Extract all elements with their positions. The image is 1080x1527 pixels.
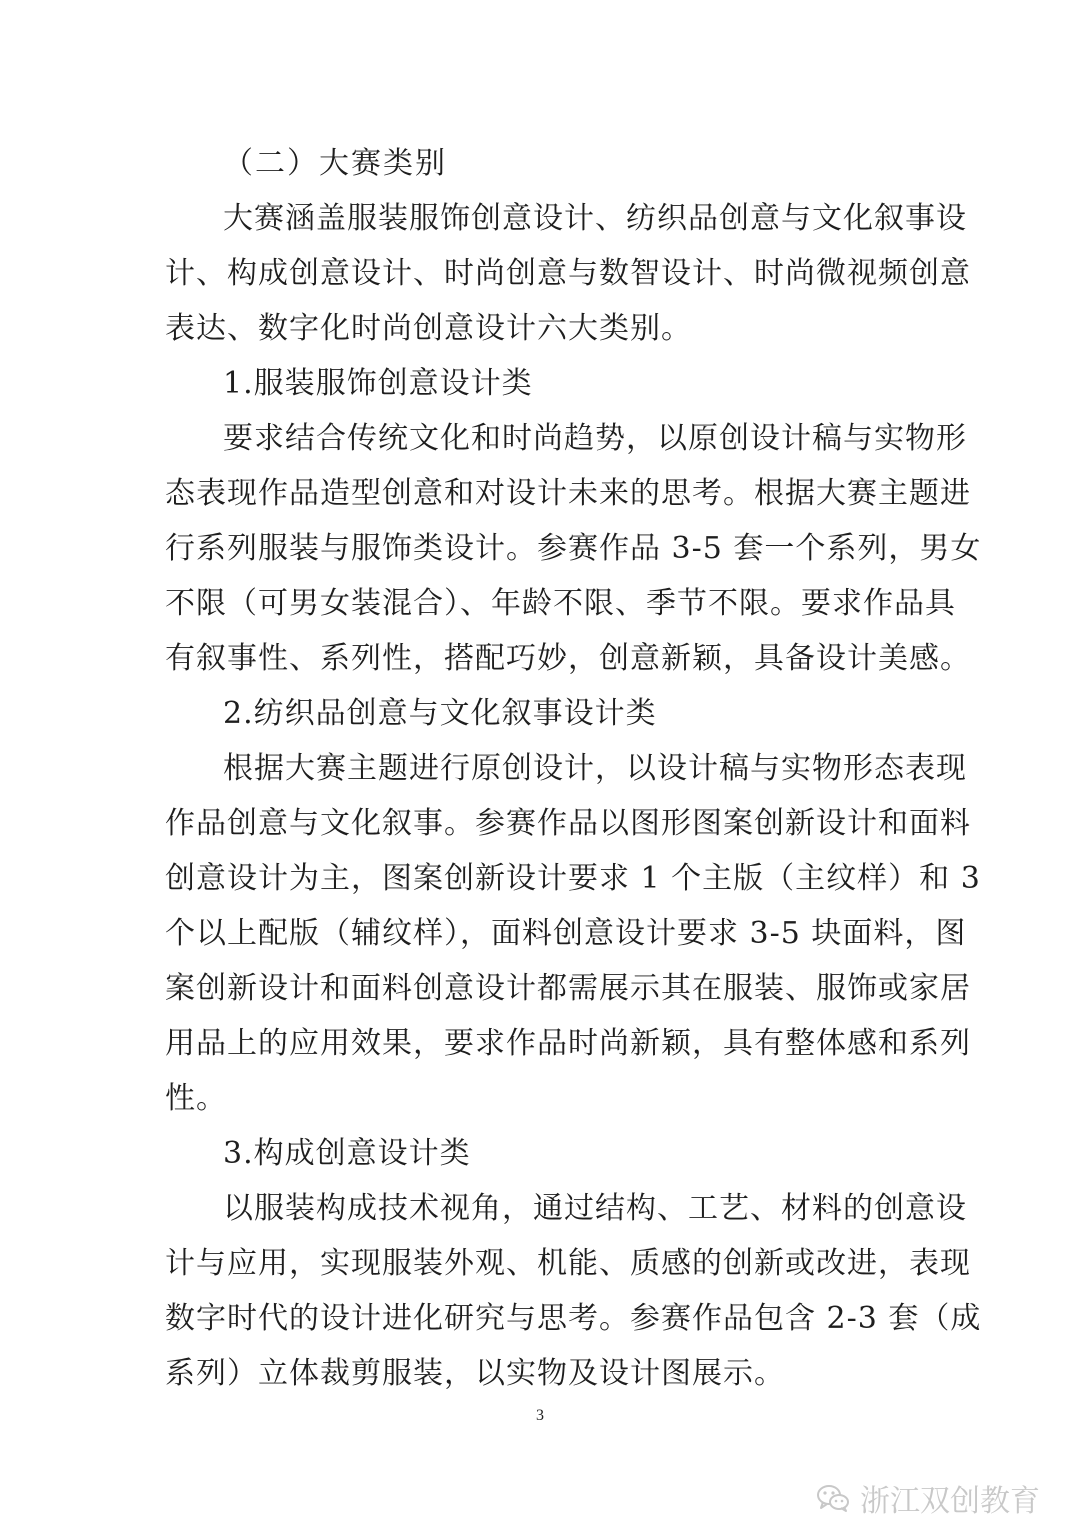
text-line: 态表现作品造型创意和对设计未来的思考。根据大赛主题进 [165, 476, 971, 511]
text-line: 表达、数字化时尚创意设计六大类别。 [165, 311, 692, 346]
document-body [165, 136, 982, 1401]
text-line: 以服装构成技术视角，通过结构、工艺、材料的创意设 [223, 1191, 967, 1226]
text-line: 不限（可男女装混合）、年龄不限、季节不限。要求作品具 [165, 586, 956, 621]
wechat-watermark [816, 1478, 1040, 1518]
text-line: 创意设计为主，图案创新设计要求 1 个主版（主纹样）和 3 [165, 861, 981, 896]
text-line: 用品上的应用效果，要求作品时尚新颖，具有整体感和系列 [165, 1026, 971, 1061]
text-line: 1.服装服饰创意设计类 [223, 366, 533, 401]
text-line: 2.纺织品创意与文化叙事设计类 [223, 696, 657, 731]
text-line: 根据大赛主题进行原创设计，以设计稿与实物形态表现 [223, 751, 967, 786]
text-line: 系列）立体裁剪服装，以实物及设计图展示。 [165, 1356, 785, 1391]
text-line: 行系列服装与服饰类设计。参赛作品 3-5 套一个系列，男女 [165, 531, 982, 566]
text-line: 性。 [165, 1081, 227, 1116]
page-number: 3 [536, 1407, 544, 1424]
text-line: 个以上配版（辅纹样），面料创意设计要求 3-5 块面料，图 [165, 916, 967, 951]
text-line: 有叙事性、系列性，搭配巧妙，创意新颖，具备设计美感。 [165, 641, 971, 676]
wechat-icon [816, 1483, 850, 1513]
section-heading: （二）大赛类别 [223, 146, 447, 181]
text-line: 计与应用，实现服装外观、机能、质感的创新或改进，表现 [165, 1246, 971, 1281]
text-line: 作品创意与文化叙事。参赛作品以图形图案创新设计和面料 [165, 806, 971, 841]
text-line: 数字时代的设计进化研究与思考。参赛作品包含 2-3 套（成 [165, 1301, 982, 1336]
text-line: 要求结合传统文化和时尚趋势，以原创设计稿与实物形 [223, 421, 967, 456]
text-line: 大赛涵盖服装服饰创意设计、纺织品创意与文化叙事设 [223, 201, 967, 236]
watermark-text: 浙江双创教育 [860, 1484, 1040, 1519]
text-line: 计、构成创意设计、时尚创意与数智设计、时尚微视频创意 [165, 256, 971, 291]
text-line: 案创新设计和面料创意设计都需展示其在服装、服饰或家居 [165, 971, 971, 1006]
text-line: 3.构成创意设计类 [223, 1136, 471, 1171]
paragraph-lines [165, 191, 982, 1401]
